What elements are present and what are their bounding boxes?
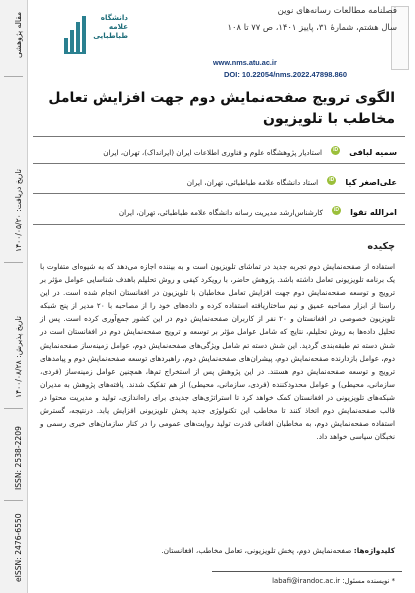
strip-divider [4,500,23,501]
asterisk-icon: * [391,577,395,585]
eissn: eISSN: 2476-6550 [14,513,23,582]
author-3 [119,200,397,219]
article-type: مقاله پژوهشی [14,11,23,58]
footnote-rule [212,571,402,572]
keywords-label: کلیدواژه‌ها: [353,546,395,555]
author-rule [33,224,405,225]
author-affiliation: کارشناس‌ارشد مدیریت رسانه دانشگاه علامه طباطبائی، تهران، ایران [118,208,323,217]
doi-link[interactable]: DOI: 10.22054/nms.2022.47898.860 [224,70,348,79]
author-name: علی‌اصغر کیا [345,177,397,187]
orcid-icon[interactable]: iD [329,177,335,183]
author-rule [33,163,405,164]
author-affiliation: استاد دانشگاه علامه طباطبائی، تهران، ایران [186,178,319,187]
logo-text: دانشگاه علامه طباطبایی [93,13,128,40]
abstract-body: استفاده از صفحه‌نمایش دوم تجربه جدید در تماشای تلویزیون است و به بیننده اجازه می‌دهد که به شیوه‌ای متفاوت با یک برنامه تلویزیونی تعامل داشته باشد. پژوهش حاضر، با رویکرد کیفی و روش تحلیلم باهدف شناسایی عوامل مؤثر بر ترویج و توسعه صفحه‌نمایش دوم جهت افزایش تعامل مخاطبان با تلویزیون در افغانستان انجام شده است. در این راستا از ابزار مصاحبه عمیق و نیم ساختاریافته استفاده کرده و داده‌های خود را از مصاحبه با ۲۰ مدیر از پنج شبکه تلویزیون خصوصی در افغانستان و ۲۰ نفر از کاربران صفحه‌نمایش دوم در این کشور جمع‌آوری کرده است. پس از تحلیل داده‌ها به روش تحلیلم، نتایج که شامل عوامل مؤثر بر توسعه و ترویج صفحه‌نمایش دوم در افغانستان است در شش دسته تم طبقه‌بندی گردید. این شش دسته تم شامل ویژگی‌های صفحه‌نمایش دوم، عوامل زمینه‌ساز صفحه‌نمایش دوم، عوامل بازدارنده صفحه‌نمایش دوم، پیشران‌های صفحه‌نمایش دوم، راهبردهای توسعه صفحه‌نمایش دوم و پیامدهای ترویج و توسعه صفحه‌نمایش دوم هستند. در این پژوهش پس از استخراج تم‌ها، همچنین عوامل زمینه‌ساز (فردی، سازمانی، محیطی) و عوامل محدودکننده (فردی، سازمانی، محیطی) از هم تفکیک شدند. یافته‌های پژوهش به مدیران شبکه‌های تلویزیونی در افغانستان کمک خواهد کرد تا استراتژی‌های جدیدی برای راه‌اندازی، تولید و مدیریت محتوا در قالب صفحه‌نمایش دوم اتخاذ کنند تا مخاطب این تکنولوژی جدید پخش تلویزیونی افزایش یابد. درنتیجه، گسترش استفاده صفحه‌نمایش دوم، به مخاطبان افغانی قدرت تولید روایت‌های عمومی را در کنار سازمان‌های خبری رسمی و نخبگان سیاسی خواهد داد. [40,262,395,442]
issn: ISSN: 2538-2209 [14,426,23,490]
corresponding-email[interactable]: labafi@irandoc.ac.ir [272,577,341,585]
strip-divider [4,408,23,409]
orcid-icon[interactable]: iD [333,147,339,153]
keywords-value: صفحه‌نمایش دوم، پخش تلویزیونی، تعامل مخاطب، افغانستان. [161,546,352,555]
author-affiliation: استادیار پژوهشگاه علوم و فناوری اطلاعات ایران (ایرانداک)، تهران، ایران [103,148,322,157]
issue-info: سال هشتم، شمارۀ ۳۱، پاییز ۱۴۰۱، ص ۷۷ تا ۱۰۸ [227,22,397,32]
keywords [161,546,395,555]
author-name: امرالله تقوا [350,207,397,217]
accepted-date: تاریخ پذیرش: ۱۴۰۰/۰۸/۲۸ [14,316,23,398]
author-rule [33,193,405,194]
corresponding-author [272,577,395,585]
journal-name: فصلنامه مطالعات رسانه‌های نوین [277,6,397,16]
author-1 [103,140,397,159]
title-rule [33,136,405,137]
journal-url[interactable]: www.nms.atu.ac.ir [213,58,277,67]
author-2 [187,170,397,189]
corresponding-label: نویسنده مسئول: [342,577,390,585]
metadata-strip [0,0,28,593]
received-date: تاریخ دریافت: ۱۴۰۰/۰۵/۲۰ [14,169,23,252]
author-name: سمیه لبافی [349,147,397,157]
article-title: الگوی ترویج صفحه‌نمایش دوم جهت افزایش تعامل مخاطب با تلویزیون [48,90,395,127]
strip-divider [4,262,23,263]
strip-divider [4,76,23,77]
abstract-heading: چکیده [367,241,395,252]
orcid-icon[interactable]: iD [333,207,339,213]
